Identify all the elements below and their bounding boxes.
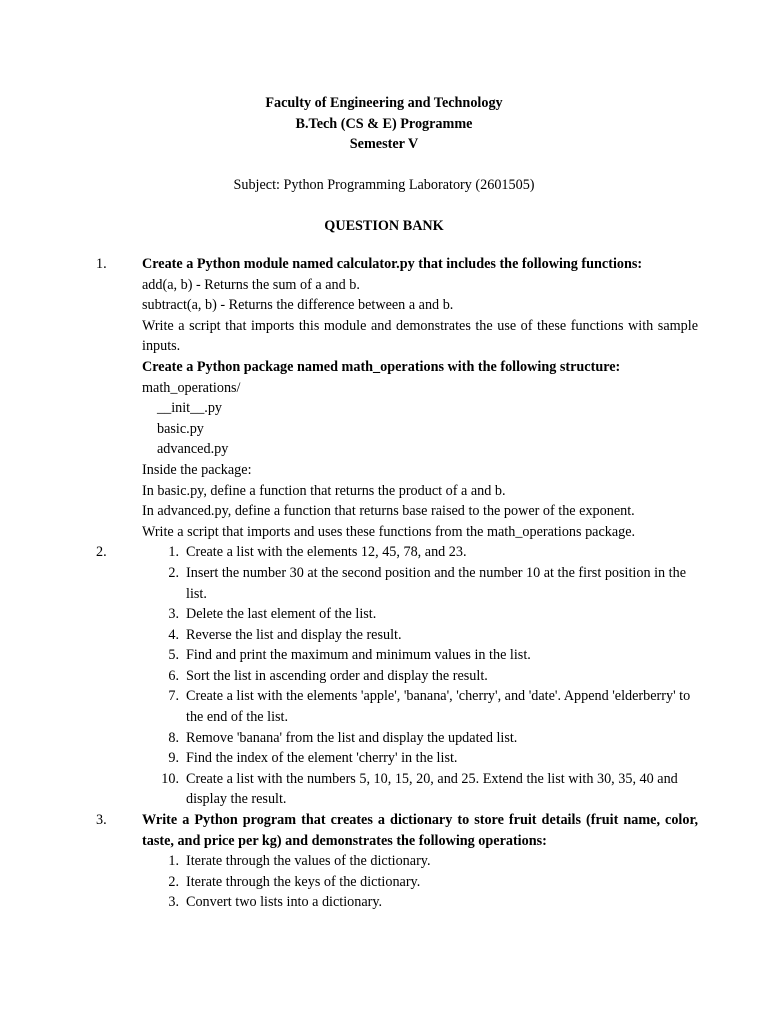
question-heading: Create a Python module named calculator.py that includes the following functions: xyxy=(142,256,643,272)
sub-item-text: Find the index of the element 'cherry' in the list. xyxy=(186,750,458,767)
sub-item xyxy=(142,686,698,727)
sub-item-number: 2. xyxy=(168,873,179,890)
sub-item-text: Insert the number 30 at the second position and the number 10 at the first position in the list. xyxy=(186,564,687,602)
sub-item-text: Create a list with the elements 12, 45, 78, and 23. xyxy=(186,544,467,561)
sub-item-number: 9. xyxy=(168,750,179,767)
sub-item-number: 2. xyxy=(168,564,179,581)
question-1 xyxy=(96,254,698,542)
question-bank-title: QUESTION BANK xyxy=(324,218,444,234)
package-directory: math_operations/ xyxy=(142,379,241,396)
sub-item-number: 8. xyxy=(168,729,179,746)
question-text: Write a script that imports this module and demonstrates the use of these functions with sample inputs. xyxy=(142,317,698,355)
sub-item-number: 10. xyxy=(161,770,179,787)
sub-item xyxy=(142,872,698,893)
package-file: advanced.py xyxy=(157,441,229,458)
programme-title: B.Tech (CS & E) Programme xyxy=(295,115,473,132)
question-number: 3. xyxy=(96,812,107,829)
package-file: basic.py xyxy=(157,420,204,437)
sub-item xyxy=(142,604,698,625)
sub-item-text: Create a list with the elements 'apple', 'banana', 'cherry', and 'date'. Append 'elderberry' to the end of the list. xyxy=(186,688,691,726)
sub-item-text: Iterate through the values of the dictionary. xyxy=(186,853,431,870)
sub-item-text: Find and print the maximum and minimum values in the list. xyxy=(186,647,531,664)
sub-item xyxy=(142,563,698,604)
sub-item-number: 7. xyxy=(168,688,179,705)
sub-item xyxy=(142,892,698,913)
sub-item-number: 3. xyxy=(168,894,179,911)
sub-item-number: 3. xyxy=(168,606,179,623)
sub-item-number: 1. xyxy=(168,853,179,870)
question-2 xyxy=(96,542,698,810)
semester-title: Semester V xyxy=(349,136,419,153)
sub-item-text: Sort the list in ascending order and display the result. xyxy=(186,667,488,684)
sub-item-text: Create a list with the numbers 5, 10, 15, 20, and 25. Extend the list with 30, 35, 40 and display the result. xyxy=(186,770,678,808)
question-number: 2. xyxy=(96,544,107,561)
sub-item-text: Convert two lists into a dictionary. xyxy=(186,894,383,911)
question-heading: Write a Python program that creates a dictionary to store fruit details (fruit name, color, taste, and price per kg) and demonstrates the following operations: xyxy=(142,812,698,849)
question-3 xyxy=(96,810,698,913)
sub-item xyxy=(142,851,698,872)
sub-item xyxy=(142,625,698,646)
question-text: add(a, b) - Returns the sum of a and b. xyxy=(142,276,360,293)
question-number: 1. xyxy=(96,256,107,272)
document-header xyxy=(0,93,768,155)
question-text: subtract(a, b) - Returns the difference between a and b. xyxy=(142,297,454,314)
question-text: In basic.py, define a function that returns the product of a and b. xyxy=(142,482,506,499)
question-text: Inside the package: xyxy=(142,461,252,478)
question-list xyxy=(96,254,698,913)
sub-item xyxy=(142,748,698,769)
subject-line: Subject: Python Programming Laboratory (2601505) xyxy=(233,177,535,193)
sub-item xyxy=(142,666,698,687)
sub-item-number: 6. xyxy=(168,667,179,684)
sub-item-text: Iterate through the keys of the dictionary. xyxy=(186,873,421,890)
sub-item xyxy=(142,769,698,810)
question-heading: Create a Python package named math_operations with the following structure: xyxy=(142,358,621,375)
sub-item-text: Reverse the list and display the result. xyxy=(186,626,402,643)
sub-item-text: Delete the last element of the list. xyxy=(186,606,377,623)
sub-item-number: 1. xyxy=(168,544,179,561)
sub-item xyxy=(142,542,698,563)
question-text: In advanced.py, define a function that returns base raised to the power of the exponent. xyxy=(142,503,635,520)
sub-item-text: Remove 'banana' from the list and display the updated list. xyxy=(186,729,518,746)
faculty-title: Faculty of Engineering and Technology xyxy=(265,95,503,111)
package-file: __init__.py xyxy=(157,400,223,417)
sub-item-number: 5. xyxy=(168,647,179,664)
sub-item xyxy=(142,645,698,666)
sub-item-number: 4. xyxy=(168,626,179,643)
sub-item xyxy=(142,728,698,749)
question-text: Write a script that imports and uses these functions from the math_operations package. xyxy=(142,523,636,540)
